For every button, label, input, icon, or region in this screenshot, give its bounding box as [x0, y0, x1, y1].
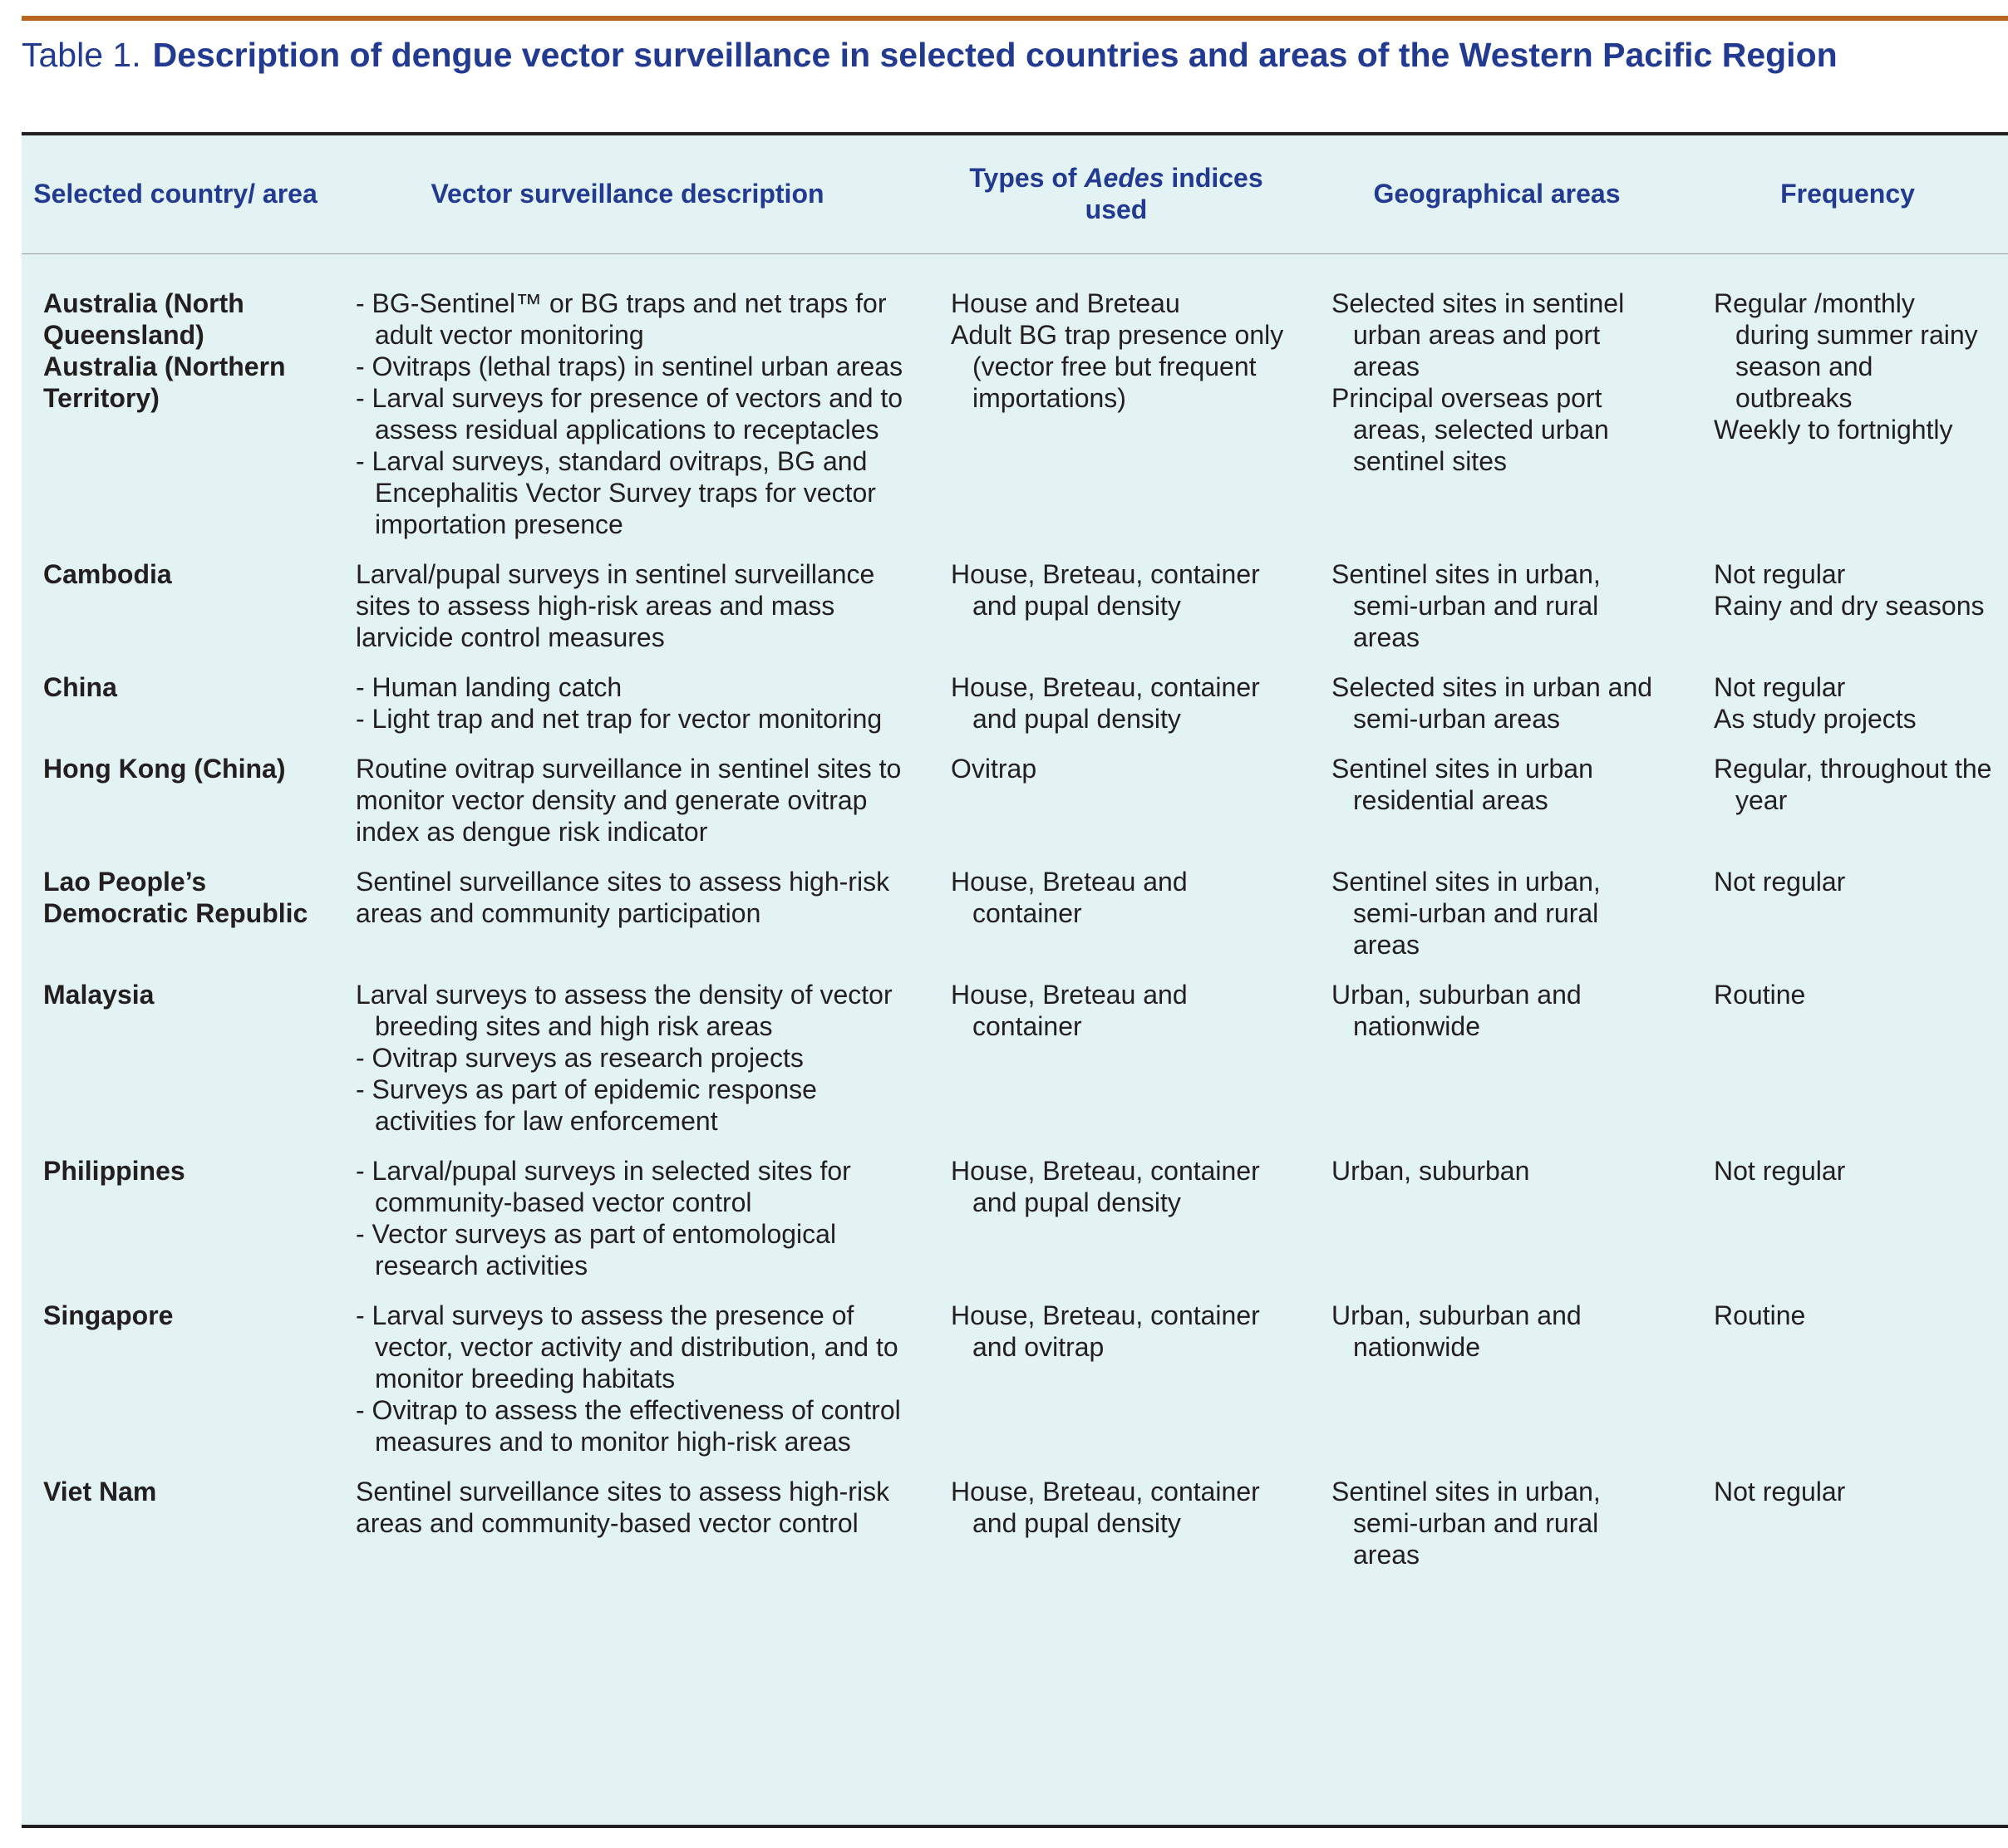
- description-item: [356, 1155, 911, 1218]
- country-name: Philippines: [43, 1156, 185, 1186]
- header-description: Vector surveillance description: [329, 135, 926, 254]
- description-item: [356, 671, 911, 703]
- description-text: Larval surveys to assess the presence of vector, vector activity and distribution, and to monitor breeding habitats: [372, 1300, 898, 1393]
- cell-frequency: [1687, 1293, 2008, 1469]
- table-header: [22, 135, 2008, 254]
- description-text: Ovitraps (lethal traps) in sentinel urban areas: [372, 351, 903, 381]
- description-item: [356, 558, 911, 653]
- cell-frequency: [1687, 254, 2008, 553]
- country-name: Singapore: [43, 1300, 174, 1330]
- cell-indices: [926, 552, 1307, 665]
- frequency-line: Not regular: [1714, 867, 1846, 897]
- cell-indices: [926, 972, 1307, 1148]
- dash-bullet: -: [356, 1074, 372, 1104]
- dash-bullet: -: [356, 1156, 372, 1186]
- cell-indices: [926, 254, 1307, 553]
- description-text: Larval/pupal surveys in selected sites for community-based vector control: [372, 1156, 851, 1217]
- dash-bullet: -: [356, 351, 372, 381]
- description-text: Larval surveys to assess the density of vector breeding sites and high risk areas: [356, 980, 893, 1041]
- cell-description: [329, 1293, 926, 1469]
- cell-description: [329, 859, 926, 972]
- dash-bullet: -: [356, 383, 372, 413]
- geography-line: Selected sites in sentinel urban areas and port areas: [1331, 288, 1625, 381]
- country-name: Cambodia: [43, 559, 172, 589]
- description-item: [356, 351, 911, 382]
- header-indices-italic: Aedes: [1084, 163, 1164, 193]
- description-text: Surveys as part of epidemic response activities for law enforcement: [372, 1074, 817, 1136]
- description-text: BG-Sentinel™ or BG traps and net traps for adult vector monitoring: [372, 288, 887, 350]
- table-title: [22, 30, 2008, 80]
- header-country: Selected country/ area: [22, 135, 329, 254]
- title-top-rule: [22, 16, 2008, 21]
- cell-country: [22, 552, 329, 665]
- cell-geography: [1307, 1293, 1687, 1469]
- indices-line: House, Breteau, container and pupal density: [951, 1156, 1260, 1217]
- table-caption: Description of dengue vector surveillance in selected countries and areas of the Western Pacific Region: [152, 36, 1838, 74]
- indices-line: House, Breteau, container and pupal density: [951, 672, 1260, 734]
- dash-bullet: -: [356, 446, 372, 476]
- cell-description: [329, 972, 926, 1148]
- cell-description: [329, 665, 926, 746]
- header-frequency: Frequency: [1687, 135, 2008, 254]
- cell-description: [329, 552, 926, 665]
- geography-line: Selected sites in urban and semi-urban areas: [1331, 672, 1653, 734]
- dash-bullet: -: [356, 1395, 372, 1425]
- table-row: [22, 746, 2008, 859]
- description-text: Human landing catch: [372, 672, 623, 702]
- description-text: Vector surveys as part of entomological research activities: [372, 1219, 837, 1280]
- cell-country: [22, 1293, 329, 1469]
- cell-geography: [1307, 665, 1687, 746]
- cell-frequency: [1687, 552, 2008, 665]
- frequency-line: Not regular: [1714, 559, 1846, 589]
- cell-country: [22, 1148, 329, 1293]
- cell-country: [22, 254, 329, 553]
- description-item: [356, 703, 911, 735]
- description-item: [356, 288, 911, 351]
- indices-line: Adult BG trap presence only (vector free but frequent importations): [951, 320, 1284, 413]
- table-number: Table 1.: [22, 36, 141, 74]
- cell-geography: [1307, 1148, 1687, 1293]
- cell-frequency: [1687, 746, 2008, 859]
- geography-line: Sentinel sites in urban, semi-urban and rural areas: [1331, 867, 1601, 960]
- frequency-line: Not regular: [1714, 1156, 1846, 1186]
- indices-line: House, Breteau and container: [951, 980, 1188, 1041]
- frequency-line: Regular, throughout the year: [1714, 754, 1992, 815]
- cell-geography: [1307, 552, 1687, 665]
- frequency-line: Weekly to fortnightly: [1714, 415, 1953, 445]
- description-text: Larval surveys, standard ovitraps, BG and Encephalitis Vector Survey traps for vector importation presence: [372, 446, 876, 539]
- description-text: Larval surveys for presence of vectors and to assess residual applications to receptacles: [372, 383, 903, 445]
- country-name: Malaysia: [43, 980, 155, 1010]
- indices-line: House, Breteau, container and pupal density: [951, 1477, 1260, 1538]
- geography-line: Urban, suburban: [1331, 1156, 1530, 1186]
- description-item: [356, 1074, 911, 1137]
- cell-indices: [926, 1148, 1307, 1293]
- description-item: [356, 382, 911, 445]
- cell-description: [329, 1469, 926, 1582]
- dash-bullet: -: [356, 1300, 372, 1330]
- table-row: [22, 972, 2008, 1148]
- geography-line: Sentinel sites in urban residential areas: [1331, 754, 1593, 815]
- cell-frequency: [1687, 665, 2008, 746]
- cell-indices: [926, 859, 1307, 972]
- cell-description: [329, 1148, 926, 1293]
- description-item: [356, 1300, 911, 1394]
- description-text: Ovitrap to assess the effectiveness of control measures and to monitor high-risk areas: [372, 1395, 901, 1457]
- table-row: [22, 1469, 2008, 1582]
- cell-geography: [1307, 254, 1687, 553]
- cell-indices: [926, 1293, 1307, 1469]
- cell-country: [22, 746, 329, 859]
- cell-indices: [926, 1469, 1307, 1582]
- table-row: [22, 552, 2008, 665]
- indices-line: House, Breteau, container and pupal density: [951, 559, 1260, 621]
- description-item: [356, 979, 911, 1042]
- cell-frequency: [1687, 1469, 2008, 1582]
- table-body: [22, 254, 2008, 1583]
- description-text: Sentinel surveillance sites to assess high-risk areas and community participation: [356, 867, 890, 928]
- table-row: [22, 1293, 2008, 1469]
- geography-line: Sentinel sites in urban, semi-urban and rural areas: [1331, 1477, 1601, 1570]
- description-text: Larval/pupal surveys in sentinel surveillance sites to assess high-risk areas and mass larvicide control measures: [356, 559, 875, 652]
- indices-line: Ovitrap: [951, 754, 1037, 784]
- country-name: Australia (North Queensland): [43, 288, 244, 350]
- cell-geography: [1307, 859, 1687, 972]
- description-text: Ovitrap surveys as research projects: [372, 1043, 804, 1073]
- table-row: [22, 1148, 2008, 1293]
- cell-geography: [1307, 746, 1687, 859]
- indices-line: House and Breteau: [951, 288, 1180, 318]
- description-item: [356, 445, 911, 540]
- header-indices-pre: Types of: [969, 163, 1085, 193]
- cell-country: [22, 1469, 329, 1582]
- frequency-line: Not regular: [1714, 1477, 1846, 1506]
- dash-bullet: -: [356, 1043, 372, 1073]
- description-text: Routine ovitrap surveillance in sentinel sites to monitor vector density and generate ovitrap index as dengue risk indicator: [356, 754, 902, 847]
- geography-line: Sentinel sites in urban, semi-urban and rural areas: [1331, 559, 1601, 652]
- geography-line: Principal overseas port areas, selected urban sentinel sites: [1331, 383, 1609, 476]
- dash-bullet: -: [356, 672, 372, 702]
- country-name: Australia (Northern Territory): [43, 351, 286, 413]
- cell-description: [329, 746, 926, 859]
- indices-line: House, Breteau and container: [951, 867, 1188, 928]
- cell-country: [22, 665, 329, 746]
- description-item: [356, 1042, 911, 1074]
- table-row: [22, 665, 2008, 746]
- surveillance-table-container: [22, 132, 2008, 1828]
- table-row: [22, 254, 2008, 553]
- cell-description: [329, 254, 926, 553]
- header-row: [22, 135, 2008, 254]
- frequency-line: Rainy and dry seasons: [1714, 591, 1985, 621]
- geography-line: Urban, suburban and nationwide: [1331, 980, 1582, 1041]
- dash-bullet: -: [356, 1219, 372, 1249]
- description-item: [356, 1218, 911, 1281]
- cell-frequency: [1687, 859, 2008, 972]
- frequency-line: Routine: [1714, 980, 1806, 1010]
- cell-country: [22, 972, 329, 1148]
- description-item: [356, 1394, 911, 1457]
- country-name: Lao People’s Democratic Republic: [43, 867, 308, 928]
- country-name: Viet Nam: [43, 1477, 157, 1506]
- description-item: [356, 1476, 911, 1539]
- cell-indices: [926, 665, 1307, 746]
- description-item: [356, 753, 911, 848]
- country-name: Hong Kong (China): [43, 754, 286, 784]
- description-item: [356, 866, 911, 929]
- frequency-line: Routine: [1714, 1300, 1806, 1330]
- geography-line: Urban, suburban and nationwide: [1331, 1300, 1582, 1362]
- country-name: China: [43, 672, 117, 702]
- dash-bullet: -: [356, 704, 372, 734]
- frequency-line: As study projects: [1714, 704, 1917, 734]
- cell-indices: [926, 746, 1307, 859]
- header-indices: [926, 135, 1307, 254]
- cell-geography: [1307, 1469, 1687, 1582]
- dash-bullet: -: [356, 288, 372, 318]
- table-row: [22, 859, 2008, 972]
- cell-geography: [1307, 972, 1687, 1148]
- cell-country: [22, 859, 329, 972]
- description-text: Light trap and net trap for vector monitoring: [372, 704, 883, 734]
- description-text: Sentinel surveillance sites to assess high-risk areas and community-based vector control: [356, 1477, 890, 1538]
- frequency-line: Regular /monthly during summer rainy season and outbreaks: [1714, 288, 1978, 413]
- header-indices-post: indices used: [1085, 163, 1263, 224]
- cell-frequency: [1687, 972, 2008, 1148]
- cell-frequency: [1687, 1148, 2008, 1293]
- header-geography: Geographical areas: [1307, 135, 1687, 254]
- indices-line: House, Breteau, container and ovitrap: [951, 1300, 1260, 1362]
- surveillance-table: [22, 135, 2008, 1582]
- frequency-line: Not regular: [1714, 672, 1846, 702]
